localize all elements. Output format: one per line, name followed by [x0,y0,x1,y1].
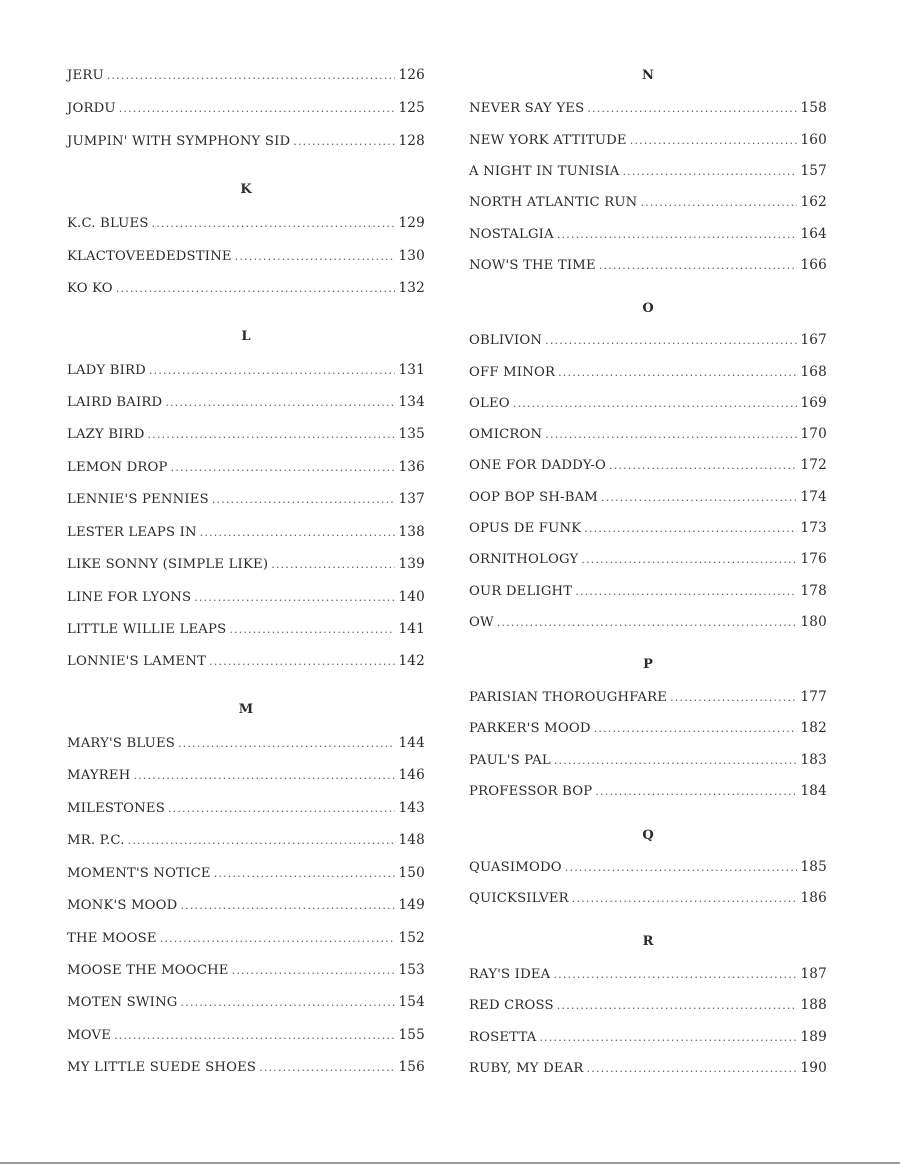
section-heading-o: O [642,301,654,316]
entry-page-number: 141 [398,621,425,637]
dot-leader [116,282,396,295]
entry-title: LITTLE WILLIE LEAPS [67,622,227,637]
index-entry-ow[interactable] [469,614,827,632]
entry-page-number: 188 [800,997,827,1013]
index-entry-ruby-my-dear[interactable] [469,1060,827,1078]
entry-title: QUICKSILVER [469,891,569,906]
index-entry-off-minor[interactable] [469,364,827,382]
index-entry-oblivion[interactable] [469,332,827,350]
index-entry-moose-the-mooche[interactable] [67,962,425,980]
entry-page-number: 173 [800,520,827,536]
entry-page-number: 146 [398,767,425,783]
index-entry-lemon-drop[interactable] [67,459,425,477]
entry-page-number: 137 [398,491,425,507]
entry-page-number: 183 [800,752,827,768]
dot-leader [171,461,396,474]
entry-title: PARKER'S MOOD [469,721,591,736]
dot-leader [554,754,798,767]
entry-title: JUMPIN' WITH SYMPHONY SID [67,134,291,149]
dot-leader [165,396,395,409]
dot-leader [545,428,797,441]
dot-leader [587,102,797,115]
entry-page-number: 178 [800,583,827,599]
dot-leader [232,964,396,977]
entry-page-number: 132 [398,280,425,296]
entry-page-number: 153 [398,962,425,978]
dot-leader [557,999,798,1012]
dot-leader [572,892,798,905]
dot-leader [200,526,396,539]
dot-leader [609,459,797,472]
dot-leader [558,366,797,379]
index-entry-mary-s-blues[interactable] [67,735,425,753]
dot-leader [553,968,797,981]
entry-title: JORDU [67,101,116,116]
dot-leader [584,522,797,535]
entry-page-number: 143 [398,800,425,816]
entry-title: ORNITHOLOGY [469,552,579,567]
dot-leader [595,785,797,798]
entry-page-number: 186 [800,890,827,906]
entry-title: PAUL'S PAL [469,753,551,768]
index-entry-oleo[interactable] [469,395,827,413]
entry-title: RAY'S IDEA [469,967,551,982]
dot-leader [575,585,797,598]
dot-leader [545,334,797,347]
index-entry-monk-s-mood[interactable] [67,897,425,915]
index-entry-the-moose[interactable] [67,930,425,948]
dot-leader [513,397,798,410]
dot-leader [149,364,395,377]
index-entry-jumpin-with-symphony-sid[interactable] [67,133,425,151]
entry-page-number: 126 [398,67,425,83]
dot-leader [557,228,798,241]
entry-page-number: 185 [800,859,827,875]
dot-leader [148,428,396,441]
entry-title: OFF MINOR [469,365,556,380]
index-entry-mayreh[interactable] [67,767,425,785]
entry-title: LENNIE'S PENNIES [67,492,209,507]
index-entry-moment-s-notice[interactable] [67,865,425,883]
index-entry-a-night-in-tunisia[interactable] [469,163,827,181]
dot-leader [622,165,797,178]
entry-page-number: 134 [398,394,425,410]
index-entry-lady-bird[interactable] [67,362,425,380]
entry-page-number: 176 [800,551,827,567]
dot-leader [160,932,396,945]
index-entry-klactoveededstine[interactable] [67,248,425,266]
entry-title: LAZY BIRD [67,427,145,442]
entry-page-number: 158 [800,100,827,116]
entry-title: KO KO [67,281,113,296]
entry-title: LONNIE'S LAMENT [67,654,207,669]
entry-page-number: 138 [398,524,425,540]
index-entry-ko-ko[interactable] [67,280,425,298]
index-entry-moten-swing[interactable] [67,994,425,1012]
index-entry-line-for-lyons[interactable] [67,589,425,607]
dot-leader [229,623,395,636]
entry-page-number: 154 [398,994,425,1010]
entry-page-number: 149 [398,897,425,913]
entry-title: QUASIMODO [469,860,562,875]
index-entry-now-s-the-time[interactable] [469,257,827,275]
dot-leader [594,722,798,735]
index-entry-lennie-s-pennies[interactable] [67,491,425,509]
dot-leader [133,769,395,782]
entry-page-number: 140 [398,589,425,605]
index-entry-our-delight[interactable] [469,583,827,601]
dot-leader [640,196,797,209]
entry-page-number: 189 [800,1029,827,1045]
index-entry-quasimodo[interactable] [469,859,827,877]
entry-title: OW [469,615,494,630]
entry-page-number: 190 [800,1060,827,1076]
entry-title: LEMON DROP [67,460,168,475]
entry-page-number: 168 [800,364,827,380]
index-entry-lonnie-s-lament[interactable] [67,653,425,671]
entry-title: MOTEN SWING [67,995,178,1010]
entry-title: MOMENT'S NOTICE [67,866,211,881]
dot-leader [539,1031,797,1044]
entry-page-number: 167 [800,332,827,348]
entry-title: LINE FOR LYONS [67,590,192,605]
entry-title: NEW YORK ATTITUDE [469,133,627,148]
dot-leader [194,591,395,604]
dot-leader [178,737,395,750]
entry-page-number: 136 [398,459,425,475]
entry-page-number: 174 [800,489,827,505]
index-entry-my-little-suede-shoes[interactable] [67,1059,425,1077]
entry-page-number: 182 [800,720,827,736]
entry-title: MARY'S BLUES [67,736,176,751]
dot-leader [152,217,396,230]
entry-page-number: 135 [398,426,425,442]
dot-leader [599,259,798,272]
dot-leader [670,691,797,704]
entry-page-number: 155 [398,1027,425,1043]
index-entry-jordu[interactable] [67,100,425,118]
index-entry-k-c-blues[interactable] [67,215,425,233]
index-entry-milestones[interactable] [67,800,425,818]
entry-page-number: 144 [398,735,425,751]
dot-leader [181,996,396,1009]
entry-page-number: 166 [800,257,827,273]
entry-title: OLEO [469,396,510,411]
entry-title: LAIRD BAIRD [67,395,163,410]
dot-leader [107,69,396,82]
entry-page-number: 187 [800,966,827,982]
entry-page-number: 142 [398,653,425,669]
dot-leader [128,834,396,847]
entry-page-number: 125 [398,100,425,116]
dot-leader [259,1061,395,1074]
dot-leader [180,899,395,912]
index-entry-ray-s-idea[interactable] [469,966,827,984]
dot-leader [235,250,396,263]
dot-leader [114,1029,395,1042]
section-heading-m: M [238,702,254,717]
entry-page-number: 164 [800,226,827,242]
entry-title: KLACTOVEEDEDSTINE [67,249,232,264]
entry-title: MOOSE THE MOOCHE [67,963,229,978]
dot-leader [271,558,395,571]
index-entry-mr-p-c[interactable] [67,832,425,850]
index-entry-opus-de-funk[interactable] [469,520,827,538]
index-entry-rosetta[interactable] [469,1029,827,1047]
index-entry-one-for-daddy-o[interactable] [469,457,827,475]
dot-leader [565,861,798,874]
dot-leader [212,493,396,506]
dot-leader [581,553,797,566]
entry-title: MONK'S MOOD [67,898,178,913]
entry-title: MAYREH [67,768,131,783]
dot-leader [587,1062,798,1075]
entry-title: A NIGHT IN TUNISIA [469,164,620,179]
entry-title: MILESTONES [67,801,165,816]
index-entry-ornithology[interactable] [469,551,827,569]
section-heading-n: N [642,68,654,83]
index-entry-paul-s-pal[interactable] [469,752,827,770]
section-heading-p: P [643,657,653,672]
section-heading-k: K [240,182,252,197]
dot-leader [293,135,395,148]
entry-title: LESTER LEAPS IN [67,525,197,540]
entry-title: OBLIVION [469,333,543,348]
entry-title: OMICRON [469,427,543,442]
entry-title: OOP BOP SH-BAM [469,490,599,505]
entry-page-number: 162 [800,194,827,210]
index-entry-parker-s-mood[interactable] [469,720,827,738]
entry-title: K.C. BLUES [67,216,149,231]
entry-title: PROFESSOR BOP [469,784,593,799]
section-heading-r: R [642,934,654,949]
index-entry-quicksilver[interactable] [469,890,827,908]
dot-leader [214,867,396,880]
entry-page-number: 150 [398,865,425,881]
entry-title: NOSTALGIA [469,227,554,242]
section-heading-l: L [241,329,251,344]
index-entry-lester-leaps-in[interactable] [67,524,425,542]
entry-title: JERU [67,68,104,83]
index-entry-laird-baird[interactable] [67,394,425,412]
entry-title: LADY BIRD [67,363,146,378]
entry-page-number: 139 [398,556,425,572]
entry-page-number: 156 [398,1059,425,1075]
index-entry-little-willie-leaps[interactable] [67,621,425,639]
entry-page-number: 157 [800,163,827,179]
entry-page-number: 160 [800,132,827,148]
entry-title: MR. P.C. [67,833,125,848]
entry-page-number: 130 [398,248,425,264]
dot-leader [119,102,396,115]
dot-leader [497,616,798,629]
index-entry-never-say-yes[interactable] [469,100,827,118]
entry-page-number: 169 [800,395,827,411]
entry-title: MOVE [67,1028,112,1043]
index-entry-professor-bop[interactable] [469,783,827,801]
index-entry-omicron[interactable] [469,426,827,444]
index-entry-move[interactable] [67,1027,425,1045]
entry-title: LIKE SONNY (SIMPLE LIKE) [67,557,269,572]
entry-title: OUR DELIGHT [469,584,573,599]
entry-page-number: 152 [398,930,425,946]
entry-title: MY LITTLE SUEDE SHOES [67,1060,257,1075]
entry-page-number: 170 [800,426,827,442]
index-entry-oop-bop-sh-bam[interactable] [469,489,827,507]
entry-title: THE MOOSE [67,931,157,946]
index-entry-red-cross[interactable] [469,997,827,1015]
index-entry-jeru[interactable] [67,67,425,85]
section-heading-q: Q [642,828,654,843]
entry-title: PARISIAN THOROUGHFARE [469,690,668,705]
entry-title: RED CROSS [469,998,554,1013]
index-entry-like-sonny-simple-like[interactable] [67,556,425,574]
entry-page-number: 184 [800,783,827,799]
dot-leader [209,655,395,668]
dot-leader [630,134,798,147]
entry-page-number: 172 [800,457,827,473]
entry-page-number: 177 [800,689,827,705]
index-entry-north-atlantic-run[interactable] [469,194,827,212]
entry-page-number: 131 [398,362,425,378]
entry-page-number: 148 [398,832,425,848]
entry-title: RUBY, MY DEAR [469,1061,584,1076]
entry-page-number: 128 [398,133,425,149]
entry-title: NORTH ATLANTIC RUN [469,195,638,210]
entry-title: ONE FOR DADDY-O [469,458,607,473]
entry-title: NOW'S THE TIME [469,258,596,273]
entry-title: OPUS DE FUNK [469,521,582,536]
index-entry-lazy-bird[interactable] [67,426,425,444]
entry-title: NEVER SAY YES [469,101,585,116]
index-entry-parisian-thoroughfare[interactable] [469,689,827,707]
entry-page-number: 129 [398,215,425,231]
entry-page-number: 180 [800,614,827,630]
index-entry-nostalgia[interactable] [469,226,827,244]
entry-title: ROSETTA [469,1030,537,1045]
index-entry-new-york-attitude[interactable] [469,132,827,150]
dot-leader [168,802,396,815]
dot-leader [601,491,797,504]
